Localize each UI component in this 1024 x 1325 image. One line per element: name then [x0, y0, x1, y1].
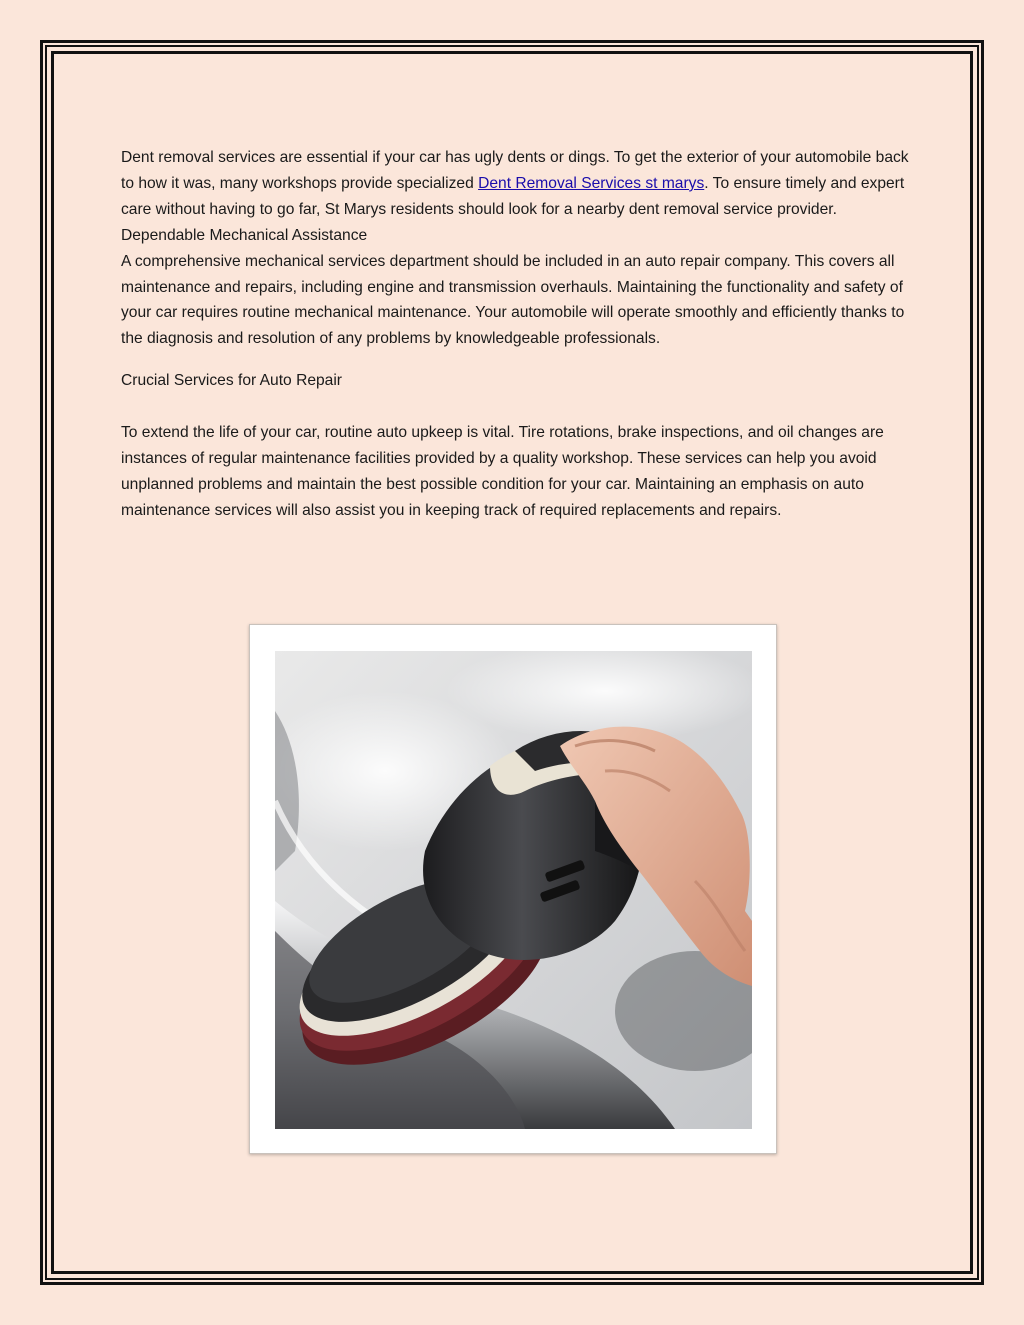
article-body	[121, 145, 911, 524]
spacer	[121, 352, 911, 368]
dent-removal-link[interactable]: Dent Removal Services st marys	[478, 174, 705, 192]
intro-text-end: . To ensure timely and expert care without having to go far, St Marys residents should look for a nearby dent removal service provider.	[121, 174, 905, 218]
heading-mechanical-assistance: Dependable Mechanical Assistance	[121, 226, 368, 244]
spacer	[121, 394, 911, 420]
heading-crucial-services: Crucial Services for Auto Repair	[121, 372, 342, 390]
photo-frame	[249, 624, 777, 1154]
car-polisher-photo	[275, 651, 752, 1129]
intro-paragraph	[121, 145, 911, 223]
intro-text-start: Dent removal services are essential if your car has ugly dents or dings. To get the exterior of your automobile back to how it was, many workshops provide specialized	[121, 149, 909, 192]
crucial-paragraph: To extend the life of your car, routine auto upkeep is vital. Tire rotations, brake inspections, and oil changes are instances of regular maintenance facilities provided by a quality workshop. These services can help you avoid unplanned problems and maintain the best possible condition for your car. Maintaining an emphasis on auto maintenance services will also assist you in keeping track of required replacements and repairs.	[121, 424, 884, 519]
mechanical-paragraph: A comprehensive mechanical services department should be included in an auto repair company. This covers all maintenance and repairs, including engine and transmission overhauls. Maintaining the functionality and safety of your car requires routine mechanical maintenance. Your automobile will operate smoothly and efficiently thanks to the diagnosis and resolution of any problems by knowledgeable professionals.	[121, 252, 905, 348]
